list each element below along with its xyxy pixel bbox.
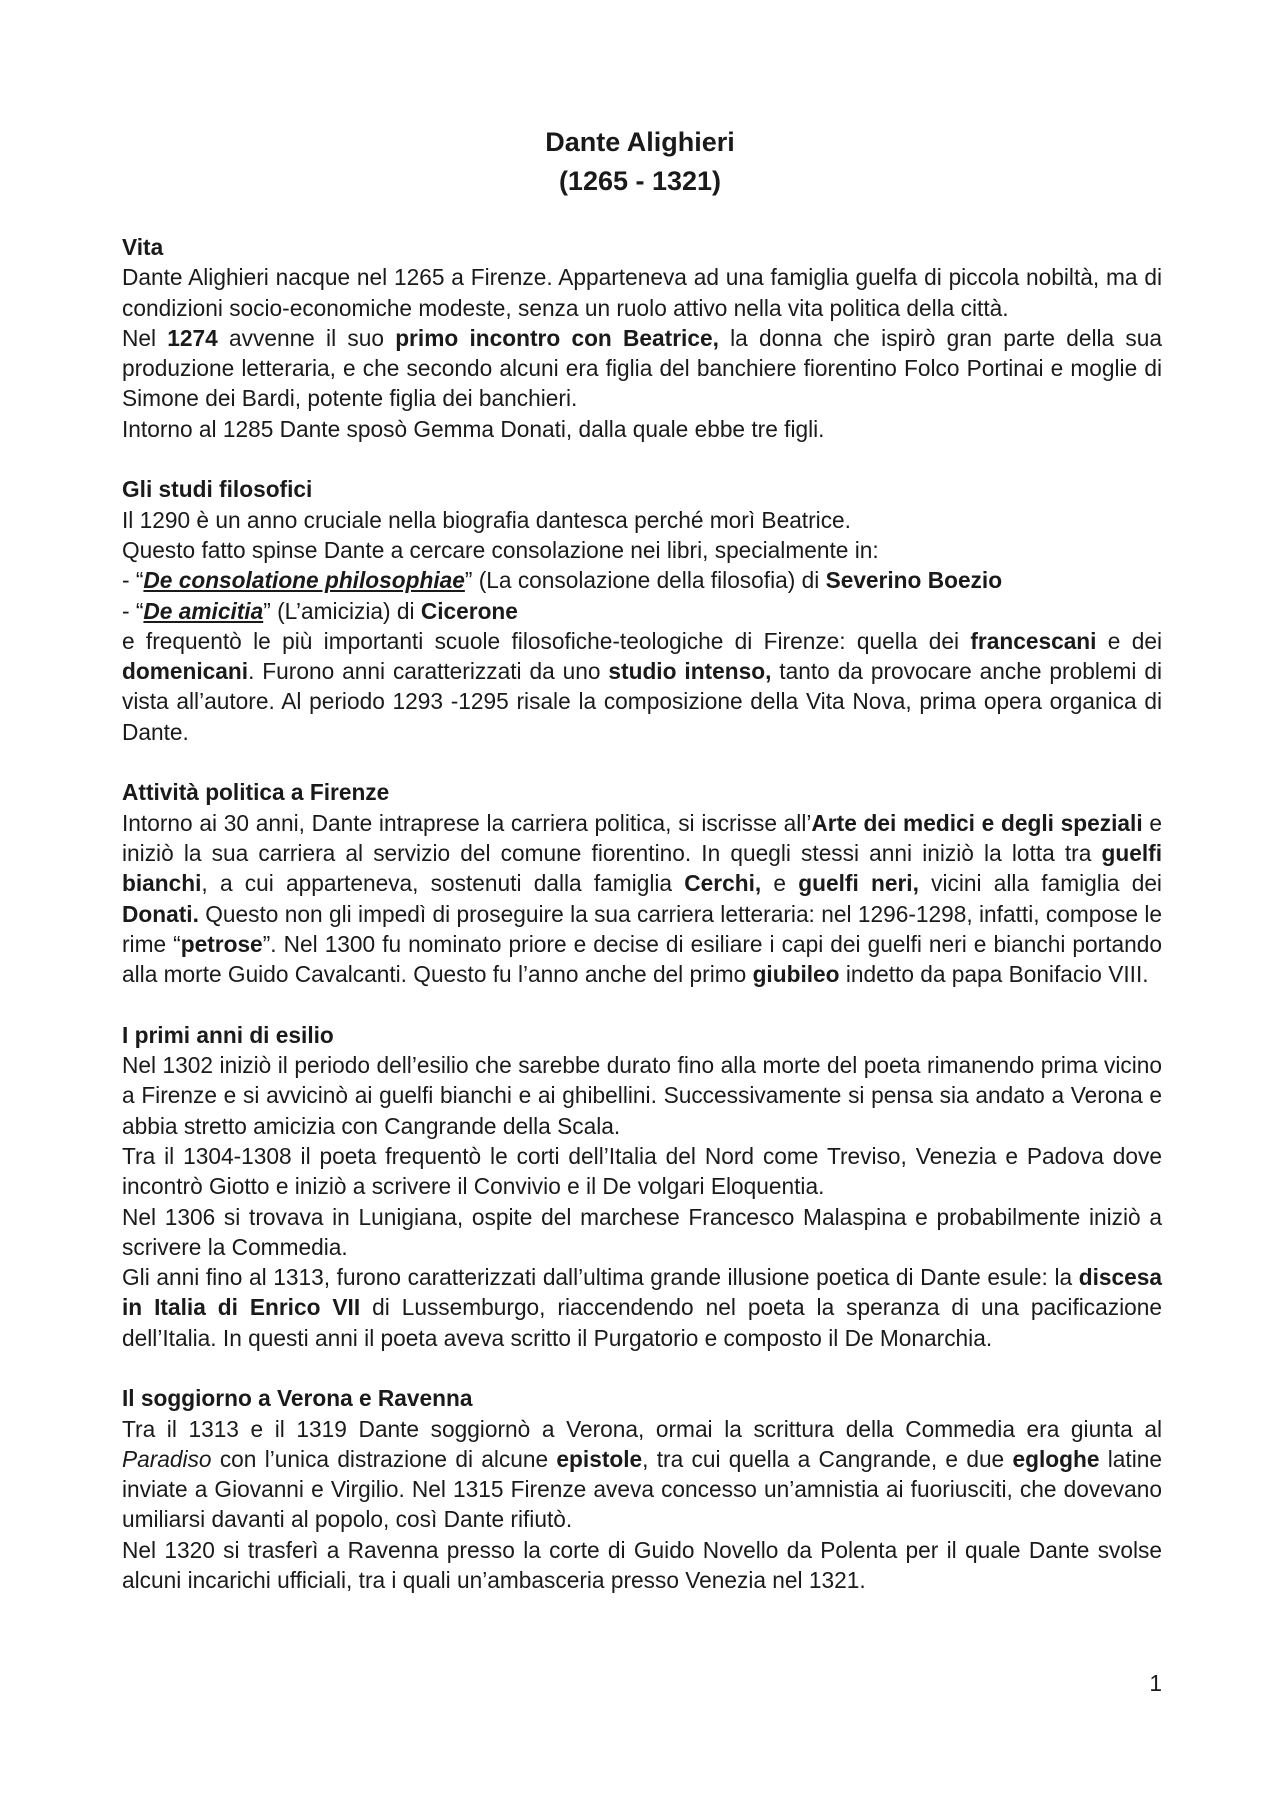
section-heading: Vita: [122, 234, 164, 260]
list-item: - “De consolatione philosophiae” (La consolazione della filosofia) di Severino Boezio: [122, 567, 1003, 594]
paragraph: Tra il 1313 e il 1319 Dante soggiornò a Verona, ormai la scrittura della Commedia era giunta al Paradiso con l’unica distrazione di alcune epistole, tra cui quella a Cangrande, e due egloghe latine inviate a Giovanni e Virgilio. Nel 1315 Firenze aveva concesso un’amnistia ai fuoriusciti, che dovevano umiliarsi davanti al popolo, così Dante rifiutò.: [122, 1415, 1162, 1533]
section-primi-anni-esilio: [122, 1020, 1162, 1353]
section-heading: I primi anni di esilio: [122, 1021, 334, 1048]
section-heading: Il soggiorno a Verona e Ravenna: [122, 1385, 473, 1412]
paragraph: Nel 1302 iniziò il periodo dell’esilio che sarebbe durato fino alla morte del poeta rimanendo prima vicino a Firenze e si avvicinò ai guelfi bianchi e ai ghibellini. Successivamente si pensa sia andato a Verona e abbia stretto amicizia con Cangrande della Scala.: [122, 1052, 1162, 1139]
section-heading: Attività politica a Firenze: [122, 779, 390, 806]
title-block: [0, 123, 1280, 201]
section-heading: Gli studi filosofici: [122, 476, 313, 503]
document-title: Dante Alighieri: [545, 127, 735, 157]
section-attivita-politica: [122, 777, 1162, 989]
page-number: 1: [1149, 1670, 1162, 1696]
paragraph: Intorno al 1285 Dante sposò Gemma Donati, dalla quale ebbe tre figli.: [122, 415, 825, 442]
work-title: De consolatione philosophiae: [143, 567, 465, 594]
paragraph: Il 1290 è un anno cruciale nella biografia dantesca perché morì Beatrice.: [122, 506, 851, 533]
paragraph: Nel 1320 si trasferì a Ravenna presso la corte di Guido Novello da Polenta per il quale Dante svolse alcuni incarichi ufficiali, tra i quali un’ambasceria presso Venezia nel 1321.: [122, 1536, 1162, 1594]
paragraph: Dante Alighieri nacque nel 1265 a Firenze. Apparteneva ad una famiglia guelfa di piccola nobiltà, ma di condizioni socio-economiche modeste, senza un ruolo attivo nella vita politica della città.: [122, 264, 1162, 321]
paragraph: Questo fatto spinse Dante a cercare consolazione nei libri, specialmente in:: [122, 536, 879, 563]
document-content: [122, 232, 1162, 1626]
paragraph: Gli anni fino al 1313, furono caratterizzati dall’ultima grande illusione poetica di Dante esule: la discesa in Italia di Enrico VII di Lussemburgo, riaccendendo nel poeta la speranza di una pacificazione dell’Italia. In questi anni il poeta aveva scritto il Purgatorio e composto il De Monarchia.: [122, 1264, 1162, 1351]
document-dates: (1265 - 1321): [558, 166, 722, 196]
paragraph: Nel 1306 si trovava in Lunigiana, ospite del marchese Francesco Malaspina e probabilmente iniziò a scrivere la Commedia.: [122, 1203, 1162, 1260]
section-verona-ravenna: [122, 1383, 1162, 1595]
paragraph: e frequentò le più importanti scuole filosofiche-teologiche di Firenze: quella dei francescani e dei domenicani. Furono anni caratterizzati da uno studio intenso, tanto da provocare anche problemi di vista all’autore. Al periodo 1293 -1295 risale la composizione della Vita Nova, prima opera organica di Dante.: [122, 627, 1162, 745]
work-title: De amicitia: [143, 597, 264, 624]
paragraph: Tra il 1304-1308 il poeta frequentò le corti dell’Italia del Nord come Treviso, Venezia e Padova dove incontrò Giotto e iniziò a scrivere il Convivio e il De volgari Eloquentia.: [122, 1142, 1162, 1200]
list-item: - “De amicitia” (L’amicizia) di Cicerone: [122, 597, 518, 624]
section-studi-filosofici: [122, 474, 1162, 747]
paragraph: Nel 1274 avvenne il suo primo incontro con Beatrice, la donna che ispirò gran parte della sua produzione letteraria, e che secondo alcuni era figlia del banchiere fiorentino Folco Portinai e moglie di Simone dei Bardi, potente figlia dei banchieri.: [122, 324, 1162, 412]
section-vita: [122, 232, 1162, 444]
paragraph: Intorno ai 30 anni, Dante intraprese la carriera politica, si iscrisse all’Arte dei medici e degli speziali e iniziò la sua carriera al servizio del comune fiorentino. In quegli stessi anni iniziò la lotta tra guelfi bianchi, a cui apparteneva, sostenuti dalla famiglia Cerchi, e guelfi neri, vicini alla famiglia dei Donati. Questo non gli impedì di proseguire la sua carriera letteraria: nel 1296-1298, infatti, compose le rime “petrose”. Nel 1300 fu nominato priore e decise di esiliare i capi dei guelfi neri e bianchi portando alla morte Guido Cavalcanti. Questo fu l’anno anche del primo giubileo indetto da papa Bonifacio VIII.: [122, 809, 1162, 988]
